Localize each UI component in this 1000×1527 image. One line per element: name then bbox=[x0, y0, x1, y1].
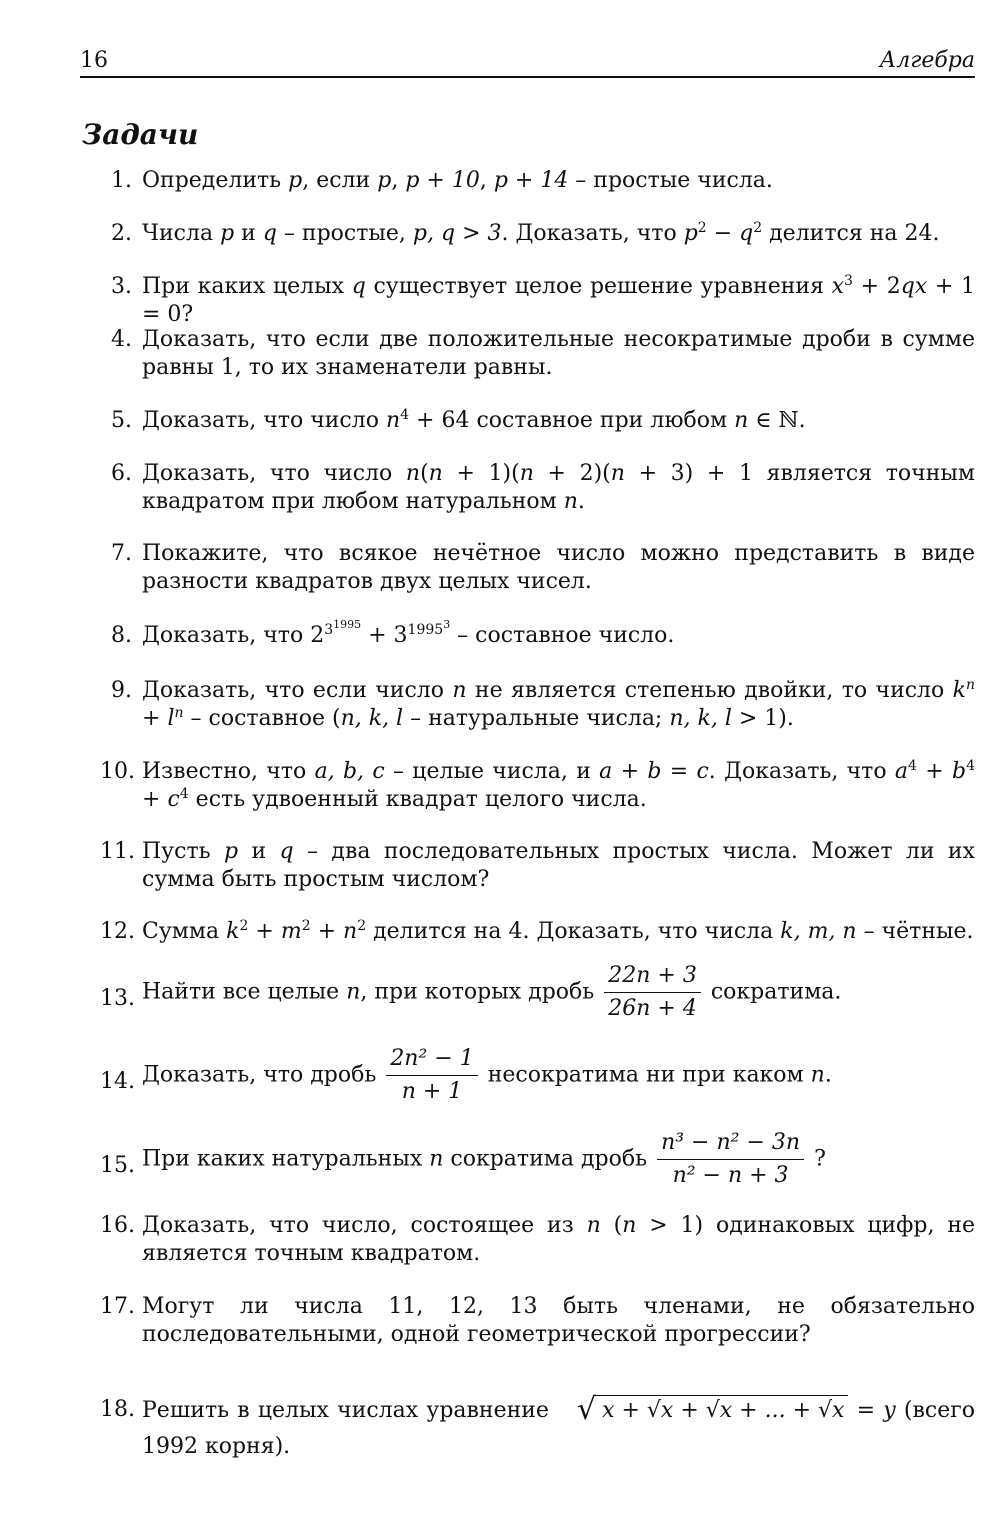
problem-number: 5. bbox=[111, 408, 132, 433]
problem-13: 13. Найти все целые n, при которых дробь $\frac{22n + 3}{26n + 4}$ сократима. bbox=[100, 963, 842, 1021]
problem-11: 11. Пусть p и q – два последовательных простых числа. Может ли их сумма быть простым числом? bbox=[100, 839, 975, 892]
problem-17: 17. Могут ли числа 11, 12, 13 быть членами, не обязательно последовательными, одной геометрической прогрессии? bbox=[100, 1294, 975, 1347]
problem-number: 13. bbox=[100, 986, 135, 1011]
problem-number: 7. bbox=[111, 541, 132, 566]
problem-number: 10. bbox=[100, 759, 135, 784]
problem-number: 3. bbox=[111, 274, 132, 299]
problem-2: 2. Числа p и q – простые, p, q > 3. Доказать, что $p^2 - q^2$ делится на 24. bbox=[100, 220, 975, 248]
problem-14: 14. Доказать, что дробь $\frac{\text{2n² − 1}}{n + 1}$ несократима ни при каком n. bbox=[100, 1046, 832, 1104]
problem-16: 16. Доказать, что число, состоящее из n (n > 1) одинаковых цифр, не является точным квадратом. bbox=[100, 1213, 976, 1266]
problem-number: 11. bbox=[100, 839, 135, 864]
problem-number: 18. bbox=[100, 1397, 135, 1422]
problem-6: 6. Доказать, что число n(n + 1)(n + 2)(n + 3) + 1 является точным квадратом при любом натуральном n. bbox=[100, 460, 975, 516]
problem-number: 8. bbox=[111, 623, 132, 648]
problem-8: 8. Доказать, что $2^{3^{1995}} + 3^{1995^3}$ – составное число. bbox=[100, 622, 975, 650]
problem-3: 3. При каких целых q существует целое решение уравнения $x^3 + 2qx + 1 = 0$? bbox=[100, 273, 975, 329]
problem-number: 4. bbox=[111, 327, 132, 352]
problem-5: 5. Доказать, что число $n^4 + 64$ составное при любом n ∈ ℕ. bbox=[100, 407, 975, 435]
problem-15: 15. При каких натуральных n сократима дробь $\frac{\text{n³ − n² − 3n}}{\text{n² − n + 3}}$ ? bbox=[100, 1130, 826, 1188]
problem-1: 1. Определить p, если p, p + 10, p + 14 – простые числа. bbox=[100, 167, 975, 195]
fraction: $\frac{\text{2n² − 1}}{n + 1}$ bbox=[386, 1046, 477, 1105]
problem-number: 17. bbox=[100, 1294, 135, 1319]
problem-number: 16. bbox=[100, 1213, 135, 1238]
problem-9: 9. Доказать, что если число n не является степенью двойки, то число $k^n + l^n$ – составное (n, k, l – натуральные числа; n, k, l > 1). bbox=[100, 677, 975, 733]
section-title: Задачи bbox=[82, 118, 199, 151]
running-title: Алгебра bbox=[879, 48, 975, 73]
fraction: $\frac{\text{n³ − n² − 3n}}{\text{n² − n + 3}}$ bbox=[657, 1130, 804, 1189]
problem-18: 18. Решить в целых числах уравнение √ x + √x + √x + ... + √x = y (всего 1992 корня). bbox=[100, 1392, 976, 1459]
problem-number: 9. bbox=[111, 678, 132, 703]
page-header bbox=[80, 42, 975, 78]
problem-number: 15. bbox=[100, 1153, 135, 1178]
problem-12: 12. Сумма $k^2 + m^2 + n^2$ делится на 4. Доказать, что числа k, m, n – чётные. bbox=[100, 918, 974, 944]
problem-number: 12. bbox=[100, 919, 135, 944]
page-number: 16 bbox=[80, 48, 108, 73]
problem-4: 4. Доказать, что если две положительные несократимые дроби в сумме равны 1, то их знаменатели равны. bbox=[100, 326, 975, 382]
problem-number: 6. bbox=[111, 461, 132, 486]
root-sign: √ bbox=[576, 1392, 597, 1427]
problem-10: 10. Известно, что a, b, c – целые числа, и a + b = c. Доказать, что $a^4 + b^4 + c^4$ есть удвоенный квадрат целого числа. bbox=[100, 758, 976, 812]
problem-number: 1. bbox=[111, 168, 132, 193]
problem-7: 7. Покажите, что всякое нечётное число можно представить в виде разности квадратов двух целых чисел. bbox=[100, 540, 975, 596]
problem-number: 2. bbox=[111, 221, 132, 246]
fraction: $\frac{22n + 3}{26n + 4}$ bbox=[604, 963, 701, 1022]
nested-radical: x + √x + √x + ... + √x bbox=[596, 1395, 848, 1424]
problem-number: 14. bbox=[100, 1069, 135, 1094]
